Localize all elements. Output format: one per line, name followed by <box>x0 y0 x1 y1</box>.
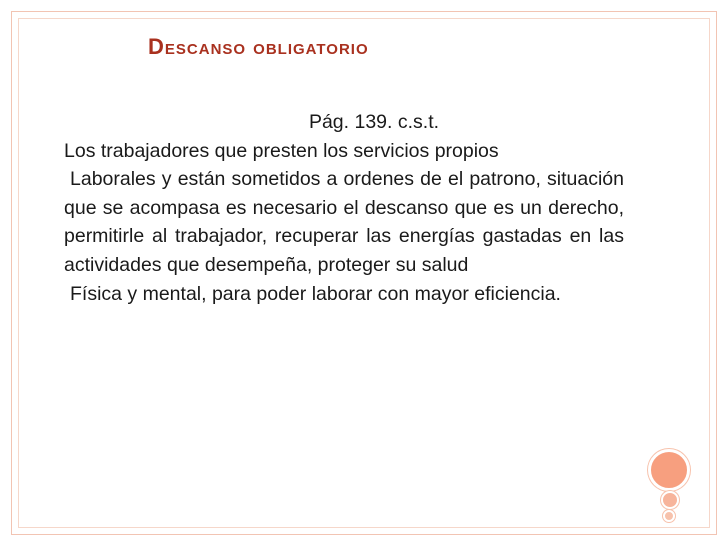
page-reference: Pág. 139. c.s.t. <box>308 111 440 133</box>
slide-title: Descanso obligatorio <box>148 34 369 59</box>
decorative-circle-small <box>663 510 675 522</box>
paragraph-2: Laborales y están sometidos a ordenes de el patrono, situación que se acompasa es necesario el descanso que es un derecho, permitirle al trabajador, recuperar las energías gastadas en las actividades que desempeña, proteger su salud <box>64 168 624 276</box>
decorative-circle-medium <box>661 491 679 509</box>
paragraph-1: Los trabajadores que presten los servicios propios <box>64 139 499 162</box>
slide-body <box>64 108 624 308</box>
decorative-circle-large <box>648 449 690 491</box>
paragraph-3: Física y mental, para poder laborar con mayor eficiencia. <box>70 282 561 305</box>
